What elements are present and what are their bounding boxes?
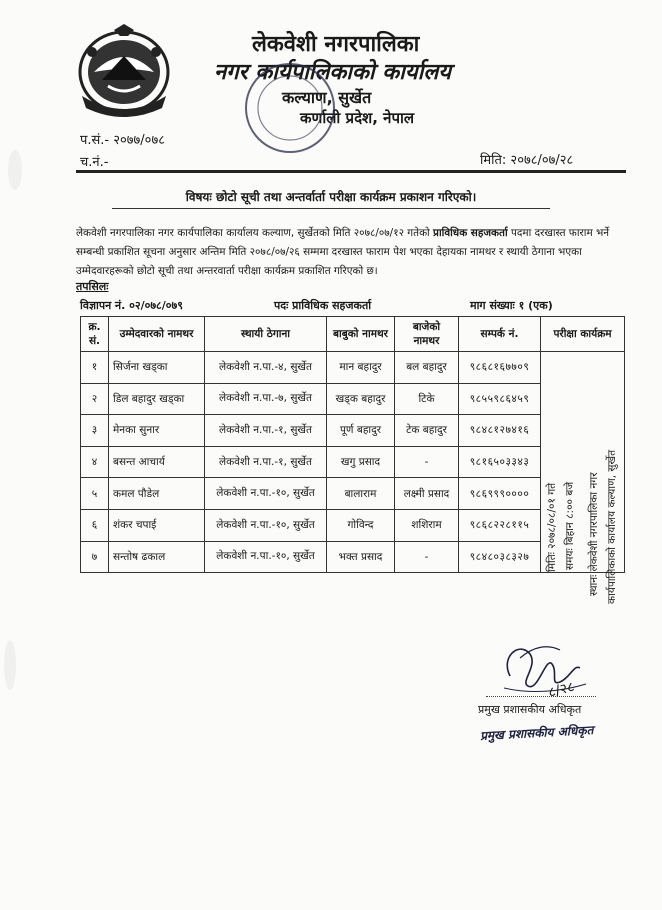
province-name: कर्णाली प्रदेश, नेपाल <box>300 109 415 127</box>
cell-serial: १ <box>81 352 109 384</box>
cell-father: खड्क बहादुर <box>327 383 395 415</box>
cell-phone: ९८४८१२७४१६ <box>459 415 541 447</box>
cell-phone: ९८६८१६७७०९ <box>459 352 541 384</box>
advertisement-number: विज्ञापन नं. ०२/०७८/०७९ <box>80 299 183 312</box>
table-row <box>81 352 625 384</box>
scan-smudge <box>4 640 16 690</box>
notice-paragraph <box>76 224 624 281</box>
cell-name: बसन्त आचार्य <box>109 446 205 478</box>
signature-line <box>486 696 596 697</box>
col-permanent-address: स्थायी ठेगाना <box>205 317 327 352</box>
cell-name: मेनका सुनार <box>109 415 205 447</box>
post-name-bold: प्राविधिक सहजकर्ता <box>433 227 508 239</box>
municipality-name: लेकवेशी नगरपालिका <box>252 32 420 57</box>
cell-address: लेकवेशी न.पा.-१, सुर्खेत <box>205 415 327 447</box>
reference-number: प.सं.- २०७७/०७८ <box>80 133 165 148</box>
cell-address: लेकवेशी न.पा.-७, सुर्खेत <box>205 383 327 415</box>
col-candidate-name: उम्मेदवारको नामथर <box>109 317 205 352</box>
subject-line: विषयः छोटो सूची तथा अन्तर्वार्ता परीक्षा कार्यक्रम प्रकाशन गरिएको। <box>185 190 477 204</box>
col-contact-number: सम्पर्क नं. <box>459 317 541 352</box>
cell-grandfather: - <box>395 446 459 478</box>
cell-father: भक्त प्रसाद <box>327 541 395 573</box>
cell-serial: २ <box>81 383 109 415</box>
paragraph-text: लेकवेशी नगरपालिका नगर कार्यपालिका कार्यालय कल्याण, सुर्खेतको मिति २०७८/०७/१२ गतेको <box>76 227 434 239</box>
office-name: नगर कार्यपालिकाको कार्यालय <box>214 60 451 85</box>
cell-address: लेकवेशी न.पा.-१०, सुर्खेत <box>205 478 327 510</box>
signatory-stamp: प्रमुख प्रशासकीय अधिकृत <box>479 723 594 743</box>
cell-name: डिल बहादुर खड्का <box>109 383 205 415</box>
cell-phone: ९८६९९९०००० <box>459 478 541 510</box>
cell-phone: ९८५५९८६४५९ <box>459 383 541 415</box>
cell-name: कमल पौडेल <box>109 478 205 510</box>
post-title: पदः प्राविधिक सहजकर्ता <box>274 299 372 312</box>
cell-grandfather: टेक बहादुर <box>395 415 459 447</box>
exam-program-block <box>541 352 624 604</box>
cell-grandfather: - <box>395 541 459 573</box>
cell-father: मान बहादुर <box>327 352 395 384</box>
cell-address: लेकवेशी न.पा.-१०, सुर्खेत <box>205 509 327 541</box>
cell-serial: ४ <box>81 446 109 478</box>
cell-serial: ५ <box>81 478 109 510</box>
cell-serial: ३ <box>81 415 109 447</box>
demand-count: माग संख्याः १ (एक) <box>470 299 553 312</box>
header-divider <box>76 170 626 173</box>
cell-phone: ९८१६५०३३४३ <box>459 446 541 478</box>
exam-place-line2: कार्यपालिकाको कार्यालय कल्याण, सुर्खेत <box>606 449 618 604</box>
document-date: मिति: २०७८/०७/२८ <box>480 153 574 168</box>
office-stamp <box>240 58 340 158</box>
cell-grandfather: लक्ष्मी प्रसाद <box>395 478 459 510</box>
subject-underline <box>112 208 550 209</box>
cell-father: पूर्ण बहादुर <box>327 415 395 447</box>
col-serial: क्र. सं. <box>81 317 109 352</box>
exam-place-line1: स्थानः लेकवेशी नगरपालिका नगर <box>588 472 600 596</box>
cell-grandfather: शशिराम <box>395 509 459 541</box>
cell-grandfather: टिके <box>395 383 459 415</box>
dispatch-number: च.नं.- <box>80 155 109 170</box>
cell-name: सन्तोष ढकाल <box>109 541 205 573</box>
signatory-title: प्रमुख प्रशासकीय अधिकृत <box>478 703 582 716</box>
exam-date: मितिः २०७८/०८/०१ गते <box>546 482 558 572</box>
col-grandfather-name: बाजेको नामथर <box>395 317 459 352</box>
cell-grandfather: बल बहादुर <box>395 352 459 384</box>
government-emblem <box>72 22 176 118</box>
table-header-row <box>81 317 625 352</box>
signature-date: ८/२८ <box>546 679 577 701</box>
cell-exam-program <box>541 352 625 604</box>
office-location: कल्याण, सुर्खेत <box>282 88 372 107</box>
cell-address: लेकवेशी न.पा.-१, सुर्खेत <box>205 446 327 478</box>
paragraph-text: पदमा दरखास्त फाराम भर्ने सम्बन्धी प्रकाशित सूचना अनुसार अन्तिम मिति २०७८/०७/२६ सम्ममा दरखास्त फाराम पेश भएका देहायका नामथर र स्थायी ठेगाना भएका उम्मेदवारहरूको छोटो सूची तथा अन्तरवार्ता परीक्षा कार्यक्रम प्रकाशित गरिएको छ। <box>76 227 610 277</box>
cell-name: शंकर चपाई <box>109 509 205 541</box>
cell-serial: ७ <box>81 541 109 573</box>
candidate-table <box>80 316 625 604</box>
scan-smudge <box>8 150 22 190</box>
col-father-name: बाबुको नामथर <box>327 317 395 352</box>
col-exam-program: परीक्षा कार्यक्रम <box>541 317 625 352</box>
cell-father: खगु प्रसाद <box>327 446 395 478</box>
details-label: तपसिलः <box>76 280 109 293</box>
cell-father: गोविन्द <box>327 509 395 541</box>
cell-phone: ९८४८०३८३२७ <box>459 541 541 573</box>
cell-father: बालाराम <box>327 478 395 510</box>
cell-address: लेकवेशी न.पा.-४, सुर्खेत <box>205 352 327 384</box>
cell-phone: ९८६८२२८११५ <box>459 509 541 541</box>
cell-serial: ६ <box>81 509 109 541</box>
cell-address: लेकवेशी न.पा.-१०, सुर्खेत <box>205 541 327 573</box>
cell-name: सिर्जना खड्का <box>109 352 205 384</box>
exam-time: समयः बिहान ८:०० बजे <box>564 481 576 570</box>
